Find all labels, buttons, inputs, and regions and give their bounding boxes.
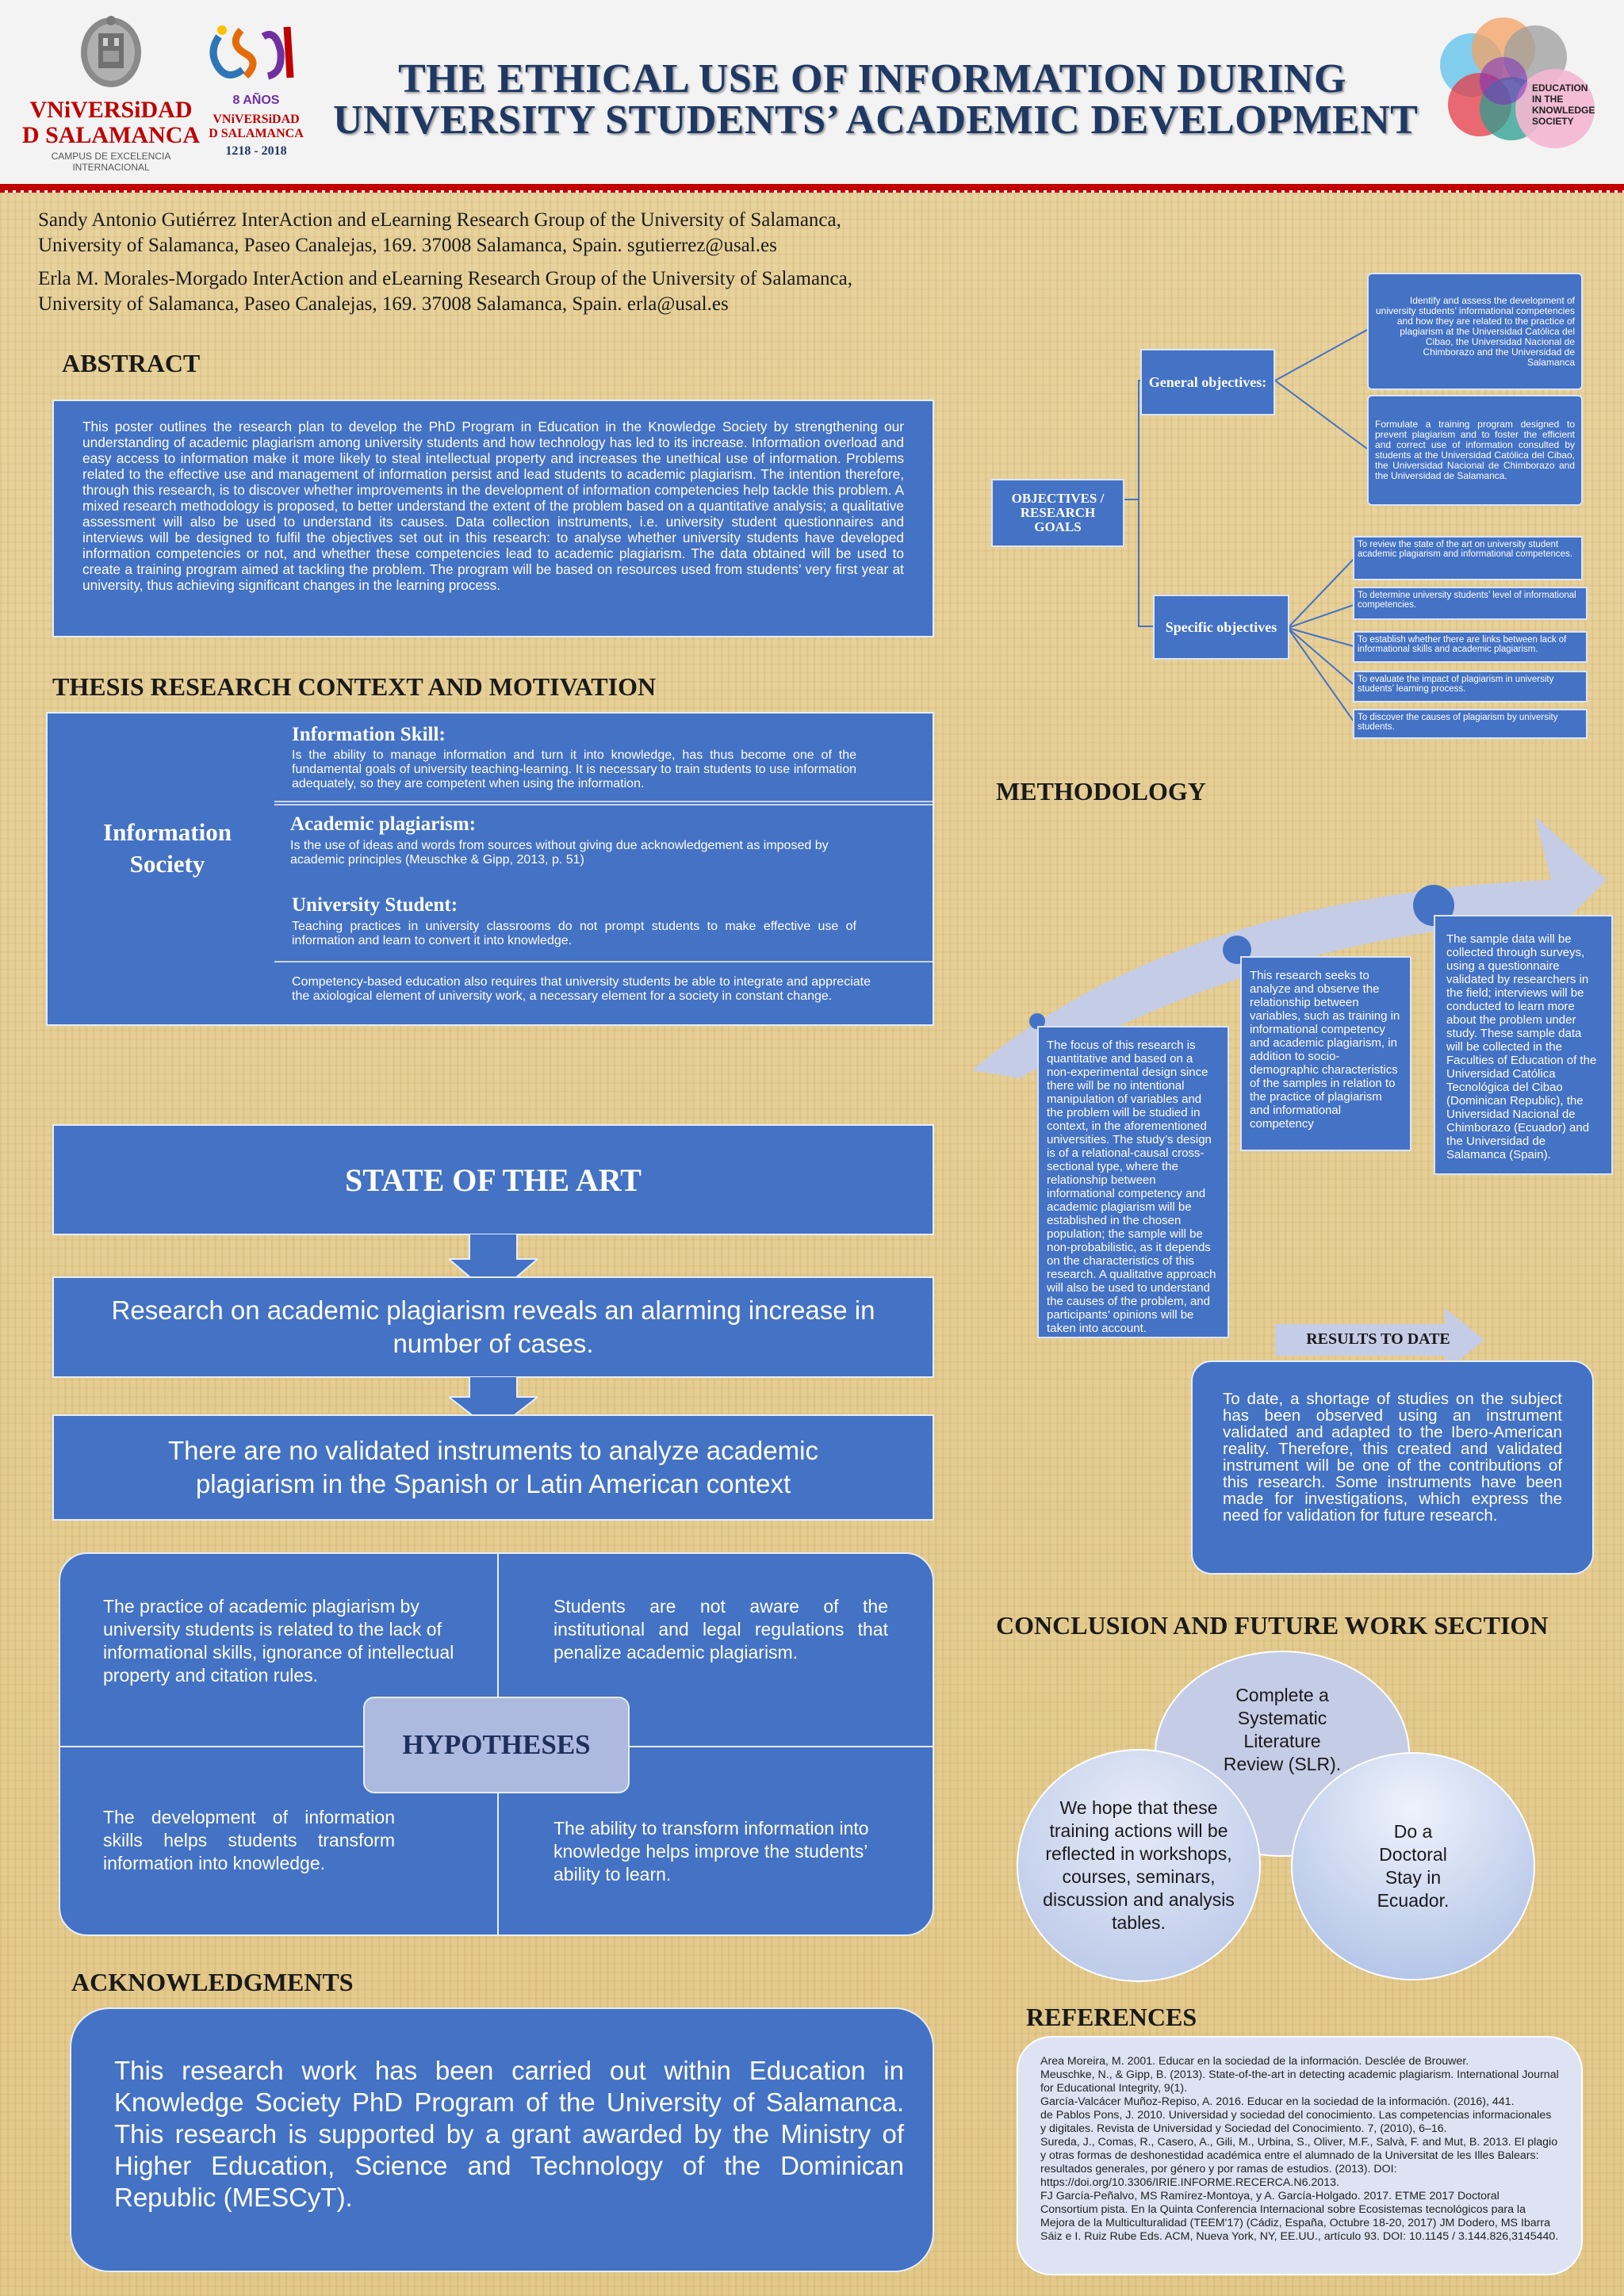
anniversary-univ-line1: VNiVERSiDAD <box>213 113 300 126</box>
conclusion-circle-training <box>1017 1749 1261 1982</box>
specific-objective-3: To establish whether there are links between lack of informational skills and academic plagiarism. <box>1353 631 1588 663</box>
general-objective-2-text: Formulate a training program designed to prevent plagiarism and to foster the efficient and correct use of information consulted by students at the Universidad Católica del Cibao, the Universidad Nacional de Chimborazo and the Universidad de Salamanca. <box>1375 419 1575 481</box>
specific-objective-5: To discover the causes of plagiarism by university students. <box>1353 709 1588 739</box>
anniversary-logo <box>205 21 308 171</box>
objectives-root-label: OBJECTIVES / RESEARCH GOALS <box>1011 491 1105 534</box>
context-item-title: University Student: <box>292 894 458 916</box>
context-divider <box>274 961 933 962</box>
university-tagline: CAMPUS DE EXCELENCIA INTERNACIONAL <box>51 151 171 173</box>
methodology-step-1-text: The focus of this research is quantitative and based on a non-experimental design since there will be no intentional manipulation of variables and the problem will be studied in context, in the aforementioned universities. The study’s design is of a relational-causal cross-sectional type, where the relationship between informational competency and academic plagiarism will be established in the chosen population; the sample will be non-probabilistic, as it depends on the characteristics of this research. A qualitative approach will also be used to understand the causes of the problem, and participants’ opinions will be taken into account. <box>1047 1039 1216 1335</box>
conclusion-circle-doctoral-stay <box>1291 1752 1535 1980</box>
abstract-box <box>52 400 934 637</box>
hypothesis-1: The practice of academic plagiarism by university students is related to the lack of informational skills, ignorance of intellectual property and citation rules. <box>103 1596 454 1686</box>
methodology-step-3 <box>1434 915 1613 1175</box>
acknowledgments-heading: ACKNOWLEDGMENTS <box>71 1968 354 1996</box>
acknowledgments-box <box>70 2007 934 2272</box>
context-item-text: Teaching practices in university classrooms do not prompt students to make effective use of information and learn to convert it into knowledge. <box>292 920 856 947</box>
reference-item: Sureda, J., Comas, R., Casero, A., Gili, M., Urbina, S., Oliver, M.F., Salvà, F. and Mut, B. 2013. El plagio y otras formas de deshonestidad académica entre el alumnado de la Universitat de les Illes Balears: resultados generales, por género y por ramas de estudios. (2013). DOI: https://doi.org/10.3306/IRIE.INFORME.RECERCA.N6.2013. <box>1040 2136 1558 2189</box>
poster-title-line1: THE ETHICAL USE OF INFORMATION DURING <box>398 56 1346 101</box>
acknowledgments-text: This research work has been carried out within Education in Knowledge Society PhD Program of the University of Salamanca. This research is supported by a grant awarded by the Ministry of Higher Education, Science and Technology of the Dominican Republic (MESCyT). <box>114 2056 904 2212</box>
hypotheses-label-box <box>363 1697 630 1793</box>
general-objective-1-text: Identify and assess the development of university students’ informational competencies and how they are related to the practice of plagiarism at the Universidad Católica del Cibao, the Universidad Nacional de Chimborazo and the Universidad de Salamanca <box>1375 294 1575 368</box>
hypotheses-label: HYPOTHESES <box>402 1729 591 1760</box>
conclusion-stay-text: Do a Doctoral Stay in Ecuador. <box>1377 1821 1450 1911</box>
context-divider <box>274 801 933 806</box>
references-heading: REFERENCES <box>1026 2003 1197 2031</box>
university-logo <box>16 14 206 173</box>
author-2-line1: Erla M. Morales-Morgado InterAction and eLearning Research Group of the University of Salamanca, <box>38 268 852 289</box>
context-item-academic-plagiarism <box>290 810 861 867</box>
objectives-root-box <box>991 479 1124 547</box>
anniversary-univ-line2: D SALAMANCA <box>209 127 304 140</box>
context-item-information-skill <box>292 721 856 791</box>
anniversary-date-range: 1218 - 2018 <box>225 144 287 158</box>
context-side-label-line2: Society <box>129 850 205 878</box>
abstract-text: This poster outlines the research plan to develop the PhD Program in Education in the Knowledge Society by strengthening our understanding of academic plagiarism among university students and how technology has led to its increase. Information overload and easy access to information make it more likely to steal intellectual property and increases the unethical use of information. Problems related to the effective use and management of information persist and lead students to academic plagiarism. The intention therefore, through this research, is to discover whether improvements in the development of information competencies help tackle this problem. A mixed research methodology is proposed, to better understand the extent of the problem based on a quantitative analysis; a qualitative assessment will also be used to understand its causes. Data collection instruments, i.e. university student questionnaires and interviews will be designed to fulfil the objectives set out in this research: to analyse whether university students have developed information competencies or not, and whether these competencies lead to academic plagiarism. The data obtained will be used to create a training program aimed at tackling the problem. The program will be based on resources used from students’ very first year at university, thus achieving significant changes in the learning process. <box>82 419 904 593</box>
hypothesis-3: The development of information skills helps students transform information into knowledge. <box>103 1807 395 1873</box>
general-objective-2 <box>1367 395 1583 506</box>
conclusion-heading: CONCLUSION AND FUTURE WORK SECTION <box>996 1611 1549 1640</box>
context-side-label-line1: Information <box>103 818 232 846</box>
general-objective-1 <box>1367 273 1583 390</box>
university-crest-icon <box>16 14 206 101</box>
eks-logo-text: EDUCATION IN THE KNOWLEDGE SOCIETY <box>1532 82 1595 127</box>
state-of-art-heading-box <box>52 1124 934 1235</box>
general-objectives-box <box>1140 349 1275 415</box>
state-of-art-finding-2 <box>52 1414 934 1521</box>
author-1-line2: University of Salamanca, Paseo Canalejas, 169. 37008 Salamanca, Spain. sgutierrez@usal.es <box>38 235 777 256</box>
results-text: To date, a shortage of studies on the subject has been observed using an instrument validated and adapted to the Ibero-American reality. Therefore, this created and validated instrument will be one of the contributions of this research. Some instruments have been made for investigations, which express the need for validation for future research. <box>1223 1390 1562 1525</box>
header-divider-dashes <box>0 190 1624 193</box>
methodology-heading: METHODOLOGY <box>996 777 1206 806</box>
reference-item: Area Moreira, M. 2001. Educar en la sociedad de la información. Desclée de Brouwer. <box>1040 2055 1469 2068</box>
reference-item: FJ García-Peñalvo, MS Ramírez-Montoya, y A. García-Holgado. 2017. ETME 2017 Doctoral Consortium pista. En la Quinta Conferencia Internacional sobre Ecosistemas tecnológicos para la Mejora de la Multiculturalidad (TEEM'17) (Cádiz, España, Octubre 18-20, 2017) JM Dodero, MS Ibarra Sáiz e I. Ruiz Rube Eds. ACM, Nueva York, NY, EE.UU., artículo 93. DOI: 10.1145 / 3.144.826,3145440. <box>1040 2190 1559 2243</box>
references-box <box>1017 2036 1583 2275</box>
hypothesis-4: The ability to transform information into knowledge helps improve the students’ ability to learn. <box>553 1818 869 1885</box>
specific-objectives-box <box>1153 595 1289 660</box>
university-name-line2: D SALAMANCA <box>21 122 201 148</box>
context-item-text: Is the use of ideas and words from sources without giving due acknowledgement as imposed by academic principles (Meuschke & Gipp, 2013, p. 51) <box>290 839 829 867</box>
hypothesis-2: Students are not aware of the institutional and legal regulations that penalize academic plagiarism. <box>553 1596 888 1663</box>
reference-item: Meuschke, N., & Gipp, B. (2013). State-of-the-art in detecting academic plagiarism. International Journal for Educational Integrity, 9(1). <box>1040 2068 1559 2095</box>
author-2 <box>38 266 958 317</box>
specific-objective-2: To determine university students’ level of informational competencies. <box>1353 587 1588 620</box>
header-divider <box>0 184 1624 190</box>
author-1 <box>38 208 958 258</box>
conclusion-slr-text: Complete a Systematic Literature Review (SLR). <box>1223 1685 1342 1774</box>
reference-item: García-Valcácer Muñoz-Repiso, A. 2016. Educar en la sociedad de la información. (2016), 441. <box>1040 2095 1515 2108</box>
abstract-heading: ABSTRACT <box>62 349 201 377</box>
specific-objective-1: To review the state of the art on university student academic plagiarism and informational competences. <box>1353 536 1583 580</box>
author-2-line2: University of Salamanca, Paseo Canalejas, 169. 37008 Salamanca, Spain. erla@usal.es <box>38 293 729 315</box>
university-name-line1: VNiVERSiDAD <box>29 97 193 123</box>
methodology-step-3-text: The sample data will be collected through surveys, using a questionnaire validated by researchers in the field; interviews will be conducted to learn more about the problem under study. These sample data will be collected in the Faculties of Education of the Universidad Católica Tecnológica del Cibao (Dominican Republic), the Universidad Nacional de Chimborazo (Ecuador) and the Universidad de Salamanca (Spain). <box>1446 932 1597 1161</box>
conclusion-training-text: We hope that these training actions will be reflected in workshops, courses, seminars, discussion and analysis tables. <box>1043 1797 1235 1933</box>
methodology-step-1 <box>1037 1026 1229 1338</box>
general-objectives-label: General objectives: <box>1148 374 1267 390</box>
finding-1-text: Research on academic plagiarism reveals an alarming increase in number of cases. <box>111 1295 875 1358</box>
context-item-university-student <box>292 891 856 948</box>
context-item-text: Is the ability to manage information and turn it into knowledge, has thus become one of the fundamental goals of university teaching-learning. It is necessary to train students to use information adequately, so they are competent when using the information. <box>292 748 856 790</box>
context-item-title: Information Skill: <box>292 724 446 745</box>
state-of-art-finding-1 <box>52 1276 934 1378</box>
poster-title-line2: UNIVERSITY STUDENTS’ ACADEMIC DEVELOPMENT <box>333 98 1419 143</box>
results-box <box>1191 1360 1594 1575</box>
specific-objectives-label: Specific objectives <box>1165 618 1277 635</box>
context-item-title: Academic plagiarism: <box>290 813 476 835</box>
specific-objective-4: To evaluate the impact of plagiarism in university students’ learning process. <box>1353 671 1588 702</box>
context-side-label <box>60 817 274 880</box>
author-1-line1: Sandy Antonio Gutiérrez InterAction and eLearning Research Group of the University of Salamanca, <box>38 209 841 231</box>
finding-2-text: There are no validated instruments to analyze academic plagiarism in the Spanish or Latin American context <box>168 1436 818 1498</box>
state-of-art-heading: STATE OF THE ART <box>345 1161 642 1198</box>
context-heading: THESIS RESEARCH CONTEXT AND MOTIVATION <box>52 672 657 701</box>
methodology-step-2-text: This research seeks to analyze and observe the relationship between variables, such as training in informational competency and academic plagiarism, in addition to socio-demographic characteristics of the samples in relation to the practice of plagiarism and informational competency <box>1250 969 1400 1131</box>
methodology-step-2 <box>1240 956 1411 1151</box>
usal-800-logo-icon <box>205 21 308 92</box>
eks-logo <box>1424 10 1607 176</box>
context-footer-text: Competency-based education also requires that university students be able to integrate and appreciate the axiological element of university work, a necessary element for a society in constant change. <box>292 975 871 1003</box>
results-heading: RESULTS TO DATE <box>1306 1330 1450 1348</box>
reference-item: de Pablos Pons, J. 2010. Universidad y sociedad del conocimiento. Las competencias informacionales y digitales. Revista de Universidad y Sociedad del Conocimiento. 7, (2010), 6–16. <box>1040 2109 1552 2135</box>
anniversary-years-label: 8 AÑOS <box>232 94 280 107</box>
